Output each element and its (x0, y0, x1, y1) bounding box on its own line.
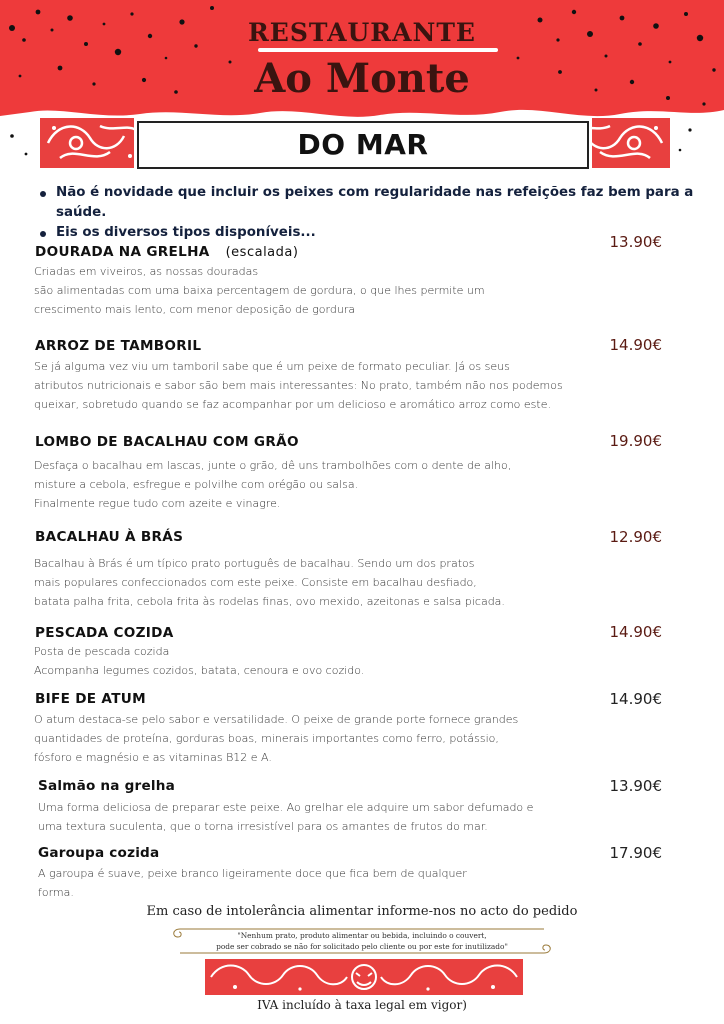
dish-description (38, 798, 608, 836)
dish-price: 13.90€ (609, 777, 662, 795)
dish-description (34, 456, 604, 513)
bottom-ornament (205, 955, 523, 1001)
dish-name: BACALHAU À BRÁS (35, 529, 184, 545)
dish-name: Salmão na grelha (38, 778, 175, 794)
section-title: DO MAR (297, 128, 429, 161)
dish-price: 12.90€ (609, 528, 662, 546)
dish-price: 14.90€ (609, 623, 662, 641)
intro-item: Não é novidade que incluir os peixes com regularidade nas refeições faz bem para a saúde. (38, 183, 698, 223)
dish-description (34, 710, 604, 767)
description-line: atributos nutricionais e sabor são bem mais interessantes: No prato, também não nos podemos (34, 379, 563, 392)
dish-name: LOMBO DE BACALHAU COM GRÃO (35, 434, 299, 450)
dish-description (38, 864, 608, 902)
description-line: A garoupa é suave, peixe branco ligeiramente doce que fica bem de qualquer (38, 867, 467, 880)
description-line: são alimentadas com uma baixa percentagem de gordura, o que lhes permite um (34, 284, 485, 297)
description-line: quantidades de proteína, gorduras boas, minerais importantes como ferro, potássio, (34, 732, 499, 745)
dish-price: 13.90€ (609, 233, 662, 251)
dish-name: Garoupa cozida (38, 845, 160, 861)
allergy-note: Em caso de intolerância alimentar informe-nos no acto do pedido (146, 904, 578, 919)
description-line: Criadas em viveiros, as nossas douradas (34, 265, 259, 278)
restaurant-name: Ao Monte (254, 55, 470, 102)
dish-price: 14.90€ (609, 336, 662, 354)
description-line: Se já alguma vez viu um tamboril sabe que é um peixe de formato peculiar. Já os seus (34, 360, 510, 373)
title-divider (258, 48, 498, 52)
description-line: Desfaça o bacalhau em lascas, junte o grão, dê uns trambolhões com o dente de alho, (34, 459, 512, 472)
disclaimer-line: "Nenhum prato, produto alimentar ou bebida, incluindo o couvert, (237, 931, 487, 940)
dish-note: (escalada) (225, 245, 299, 260)
description-line: Finalmente regue tudo com azeite e vinagre. (34, 497, 281, 510)
dish-name: PESCADA COZIDA (35, 625, 174, 641)
dish-name: BIFE DE ATUM (35, 691, 146, 707)
dish-description (34, 262, 604, 319)
description-line: forma. (38, 886, 74, 899)
disclaimer-line: pode ser cobrado se não for solicitado pelo cliente ou por este for inutilizado" (216, 942, 508, 951)
description-line: Uma forma deliciosa de preparar este peixe. Ao grelhar ele adquire um sabor defumado e (38, 801, 534, 814)
dish-price: 14.90€ (609, 690, 662, 708)
description-line: uma textura suculenta, que o torna irresistível para os amantes de frutos do mar. (38, 820, 488, 833)
vat-note: IVA incluído à taxa legal em vigor) (257, 998, 467, 1012)
dish-description (34, 357, 604, 414)
description-line: O atum destaca-se pelo sabor e versatilidade. O peixe de grande porte fornece grandes (34, 713, 519, 726)
dish-description (34, 554, 604, 611)
description-line: crescimento mais lento, com menor deposição de gordura (34, 303, 356, 316)
dish-name (35, 244, 298, 260)
description-line: misture a cebola, esfregue e polvilhe com orégão ou salsa. (34, 478, 359, 491)
description-line: queixar, sobretudo quando se faz acompanhar por um delicioso e aromático arroz como este. (34, 398, 551, 411)
description-line: batata palha frita, cebola frita às rodelas finas, ovo mexido, azeitonas e salsa picada. (34, 595, 505, 608)
dish-description (34, 642, 604, 680)
intro-item: Eis os diversos tipos disponíveis... (38, 223, 698, 243)
dish-price: 19.90€ (609, 432, 662, 450)
disclaimer-text (180, 930, 544, 952)
restaurant-label: RESTAURANTE (247, 18, 476, 47)
description-line: Acompanha legumes cozidos, batata, cenoura e ovo cozido. (34, 664, 365, 677)
description-line: Posta de pescada cozida (34, 645, 170, 658)
intro-list (38, 183, 698, 243)
dish-price: 17.90€ (609, 844, 662, 862)
description-line: mais populares confeccionados com este peixe. Consiste em bacalhau desfiado, (34, 576, 477, 589)
dish-name: ARROZ DE TAMBORIL (35, 338, 202, 354)
dish-title: DOURADA NA GRELHA (35, 244, 210, 260)
description-line: fósforo e magnésio e as vitaminas B12 e A. (34, 751, 272, 764)
description-line: Bacalhau à Brás é um típico prato português de bacalhau. Sendo um dos pratos (34, 557, 475, 570)
